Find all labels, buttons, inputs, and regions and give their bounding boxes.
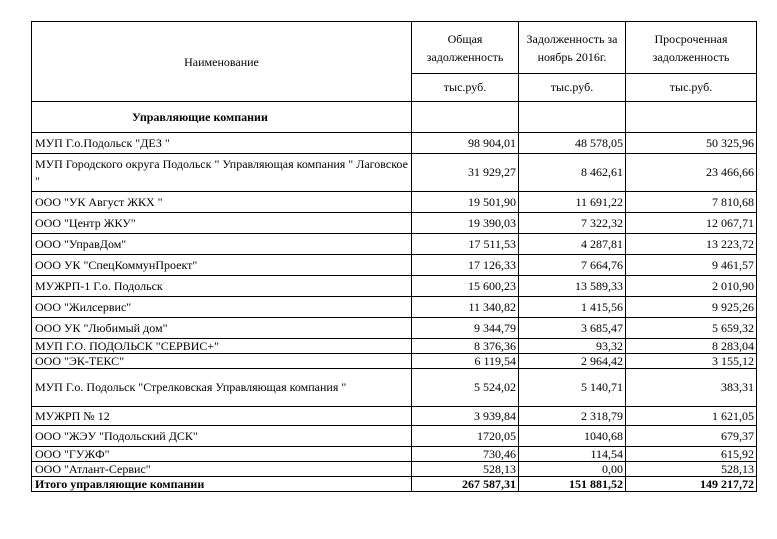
section-title: Управляющие компании bbox=[32, 102, 412, 133]
row-total: 11 340,82 bbox=[412, 297, 519, 318]
total-sum: 267 587,31 bbox=[412, 477, 519, 492]
row-name: МУП Г.о. Подольск "Стрелковская Управляющая компания " bbox=[32, 369, 412, 407]
row-name: ООО УК "Любимый дом" bbox=[32, 318, 412, 339]
row-overdue: 2 010,90 bbox=[626, 276, 757, 297]
row-name: ООО УК "СпецКоммунПроект" bbox=[32, 255, 412, 276]
debt-table bbox=[31, 21, 757, 492]
row-overdue: 8 283,04 bbox=[626, 339, 757, 354]
table-row bbox=[32, 234, 757, 255]
row-total: 98 904,01 bbox=[412, 133, 519, 154]
row-total: 9 344,79 bbox=[412, 318, 519, 339]
table-row bbox=[32, 339, 757, 354]
row-overdue: 615,92 bbox=[626, 447, 757, 462]
total-overdue: 149 217,72 bbox=[626, 477, 757, 492]
row-total: 31 929,27 bbox=[412, 154, 519, 192]
table-row bbox=[32, 369, 757, 407]
header-name: Наименование bbox=[32, 22, 412, 102]
row-total: 1720,05 bbox=[412, 426, 519, 447]
row-november: 4 287,81 bbox=[519, 234, 626, 255]
row-total: 17 126,33 bbox=[412, 255, 519, 276]
table-row bbox=[32, 462, 757, 477]
row-total: 8 376,36 bbox=[412, 339, 519, 354]
row-november: 1 415,56 bbox=[519, 297, 626, 318]
total-november: 151 881,52 bbox=[519, 477, 626, 492]
section-row bbox=[32, 102, 757, 133]
row-november: 114,54 bbox=[519, 447, 626, 462]
row-total: 5 524,02 bbox=[412, 369, 519, 407]
row-total: 528,13 bbox=[412, 462, 519, 477]
table-row bbox=[32, 255, 757, 276]
table-row bbox=[32, 133, 757, 154]
row-total: 3 939,84 bbox=[412, 407, 519, 426]
row-name: МУП Городского округа Подольск " Управляющая компания " Лаговское " bbox=[32, 154, 412, 192]
total-row bbox=[32, 477, 757, 492]
row-overdue: 679,37 bbox=[626, 426, 757, 447]
table-row bbox=[32, 154, 757, 192]
row-name: МУП Г.о.Подольск "ДЕЗ " bbox=[32, 133, 412, 154]
row-november: 3 685,47 bbox=[519, 318, 626, 339]
row-november: 2 964,42 bbox=[519, 354, 626, 369]
row-name: ООО "УК Август ЖКХ " bbox=[32, 192, 412, 213]
row-overdue: 9 925,26 bbox=[626, 297, 757, 318]
unit-november: тыс.руб. bbox=[519, 74, 626, 102]
row-overdue: 23 466,66 bbox=[626, 154, 757, 192]
table-row bbox=[32, 276, 757, 297]
row-name: ООО "ЭК-ТЕКС" bbox=[32, 354, 412, 369]
row-november: 7 664,76 bbox=[519, 255, 626, 276]
header-row bbox=[32, 22, 757, 74]
row-november: 93,32 bbox=[519, 339, 626, 354]
row-name: ООО "Жилсервис" bbox=[32, 297, 412, 318]
row-total: 6 119,54 bbox=[412, 354, 519, 369]
row-name: МУЖРП-1 Г.о. Подольск bbox=[32, 276, 412, 297]
row-name: ООО "УправДом" bbox=[32, 234, 412, 255]
table-row bbox=[32, 447, 757, 462]
row-overdue: 3 155,12 bbox=[626, 354, 757, 369]
row-november: 11 691,22 bbox=[519, 192, 626, 213]
row-overdue: 528,13 bbox=[626, 462, 757, 477]
total-label: Итого управляющие компании bbox=[32, 477, 412, 492]
row-overdue: 13 223,72 bbox=[626, 234, 757, 255]
header-total-debt: Общая задолженность bbox=[412, 22, 519, 74]
row-overdue: 9 461,57 bbox=[626, 255, 757, 276]
table-row bbox=[32, 318, 757, 339]
row-overdue: 383,31 bbox=[626, 369, 757, 407]
table-row bbox=[32, 192, 757, 213]
row-overdue: 50 325,96 bbox=[626, 133, 757, 154]
row-november: 2 318,79 bbox=[519, 407, 626, 426]
unit-overdue: тыс.руб. bbox=[626, 74, 757, 102]
header-overdue-debt: Просроченная задолженность bbox=[626, 22, 757, 74]
row-november: 0,00 bbox=[519, 462, 626, 477]
unit-total: тыс.руб. bbox=[412, 74, 519, 102]
row-total: 19 501,90 bbox=[412, 192, 519, 213]
row-name: ООО "ГУЖФ" bbox=[32, 447, 412, 462]
row-overdue: 12 067,71 bbox=[626, 213, 757, 234]
table-row bbox=[32, 426, 757, 447]
row-name: МУП Г.О. ПОДОЛЬСК "СЕРВИС+" bbox=[32, 339, 412, 354]
table-row bbox=[32, 297, 757, 318]
row-total: 17 511,53 bbox=[412, 234, 519, 255]
header-november-debt: Задолженность за ноябрь 2016г. bbox=[519, 22, 626, 74]
row-total: 15 600,23 bbox=[412, 276, 519, 297]
row-total: 19 390,03 bbox=[412, 213, 519, 234]
row-name: ООО "ЖЭУ "Подольский ДСК" bbox=[32, 426, 412, 447]
row-overdue: 5 659,32 bbox=[626, 318, 757, 339]
row-november: 48 578,05 bbox=[519, 133, 626, 154]
row-name: ООО "Центр ЖКУ" bbox=[32, 213, 412, 234]
row-total: 730,46 bbox=[412, 447, 519, 462]
row-november: 8 462,61 bbox=[519, 154, 626, 192]
row-november: 13 589,33 bbox=[519, 276, 626, 297]
row-november: 7 322,32 bbox=[519, 213, 626, 234]
row-november: 1040,68 bbox=[519, 426, 626, 447]
table-row bbox=[32, 354, 757, 369]
row-name: МУЖРП № 12 bbox=[32, 407, 412, 426]
row-name: ООО "Атлант-Сервис" bbox=[32, 462, 412, 477]
row-overdue: 1 621,05 bbox=[626, 407, 757, 426]
row-overdue: 7 810,68 bbox=[626, 192, 757, 213]
table-row bbox=[32, 407, 757, 426]
table-row bbox=[32, 213, 757, 234]
row-november: 5 140,71 bbox=[519, 369, 626, 407]
